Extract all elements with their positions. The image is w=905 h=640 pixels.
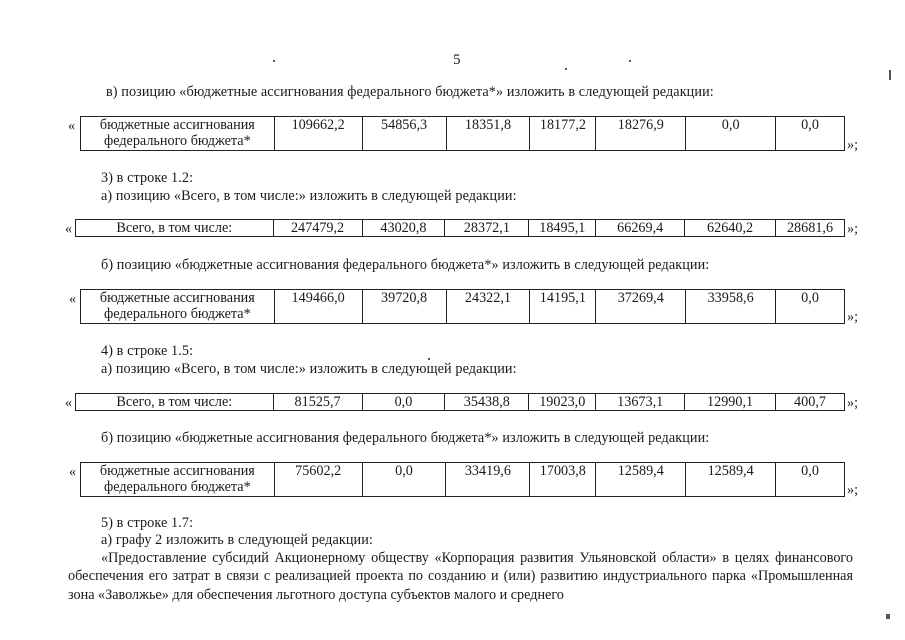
table-cell: 33958,6 — [686, 290, 776, 324]
section-5-heading: 5) в строке 1.7: — [101, 515, 194, 531]
budget-table-2 — [80, 289, 845, 324]
table-cell: 12990,1 — [685, 394, 776, 411]
table-cell: 18495,1 — [529, 220, 596, 237]
row-label — [81, 290, 275, 324]
scan-speck — [428, 358, 430, 360]
table-cell: 28681,6 — [776, 220, 845, 237]
table-cell: 28372,1 — [445, 220, 529, 237]
table-row — [81, 463, 845, 497]
table-cell: 0,0 — [776, 117, 845, 151]
close-quote: »; — [847, 395, 859, 411]
table-cell: 12589,4 — [686, 463, 776, 497]
scan-mark — [889, 70, 891, 80]
table-cell: 12589,4 — [596, 463, 686, 497]
table-cell: 18351,8 — [446, 117, 530, 151]
page-number: 5 — [453, 52, 461, 68]
row-label: Всего, в том числе: — [76, 394, 274, 411]
section-4a: а) позицию «Всего, в том числе:» изложить в следующей редакции: — [101, 361, 517, 377]
scan-mark — [886, 614, 890, 619]
close-quote: »; — [847, 309, 859, 325]
table-cell: 0,0 — [362, 394, 445, 411]
total-table-1 — [75, 219, 845, 237]
table-row — [81, 117, 845, 151]
section-3b: б) позицию «бюджетные ассигнования федерального бюджета*» изложить в следующей редакции: — [101, 257, 710, 273]
open-quote: « — [65, 395, 73, 411]
budget-table-3 — [80, 462, 845, 497]
table-cell: 14195,1 — [530, 290, 596, 324]
table-row — [76, 394, 845, 411]
table-cell: 37269,4 — [596, 290, 686, 324]
row-label — [81, 463, 275, 497]
table-cell: 66269,4 — [596, 220, 685, 237]
table-cell: 0,0 — [362, 463, 446, 497]
open-quote: « — [65, 221, 73, 237]
table-cell: 39720,8 — [362, 290, 446, 324]
budget-table-1 — [80, 116, 845, 151]
table-cell: 54856,3 — [362, 117, 446, 151]
table-cell: 109662,2 — [274, 117, 362, 151]
table-cell: 0,0 — [776, 463, 845, 497]
section-4-heading: 4) в строке 1.5: — [101, 343, 194, 359]
row-label: Всего, в том числе: — [76, 220, 274, 237]
table-row — [76, 220, 845, 237]
table-cell: 400,7 — [776, 394, 845, 411]
table-cell: 75602,2 — [274, 463, 362, 497]
section-4b: б) позицию «бюджетные ассигнования федерального бюджета*» изложить в следующей редакции: — [101, 430, 710, 446]
table-cell: 19023,0 — [529, 394, 596, 411]
open-quote: « — [68, 118, 76, 134]
close-quote: »; — [847, 137, 859, 153]
table-cell: 149466,0 — [274, 290, 362, 324]
open-quote: « — [69, 291, 77, 307]
scan-speck — [565, 68, 567, 70]
scan-speck — [273, 60, 275, 62]
table-cell: 18177,2 — [530, 117, 596, 151]
table-cell: 13673,1 — [596, 394, 685, 411]
row-label-line-1: бюджетные ассигнования — [99, 117, 255, 133]
section-3-heading: 3) в строке 1.2: — [101, 170, 194, 186]
table-cell: 81525,7 — [273, 394, 362, 411]
row-label-line-2: федерального бюджета* — [104, 479, 251, 495]
section-5-body-text: «Предоставление субсидий Акционерному обществу «Корпорация развития Ульяновской области» в целях финансового обеспечения его затрат в связи с реализацией проекта по созданию и (или) развитию индустриального парка «Промышленная зона «Заволжье» для обеспечения льготного доступа субъектов малого и среднего — [68, 550, 853, 603]
row-label-line-2: федерального бюджета* — [104, 306, 251, 322]
table-cell: 18276,9 — [596, 117, 686, 151]
scan-speck — [629, 60, 631, 62]
row-label — [81, 117, 275, 151]
row-label-line-2: федерального бюджета* — [104, 133, 251, 149]
table-cell: 43020,8 — [362, 220, 445, 237]
table-cell: 247479,2 — [273, 220, 362, 237]
table-cell: 0,0 — [686, 117, 776, 151]
table-cell: 62640,2 — [685, 220, 776, 237]
row-label-line-1: бюджетные ассигнования — [99, 463, 255, 479]
row-label-line-1: бюджетные ассигнования — [99, 290, 255, 306]
section-3a: а) позицию «Всего, в том числе:» изложить в следующей редакции: — [101, 188, 517, 204]
close-quote: »; — [847, 221, 859, 237]
section-5a: а) графу 2 изложить в следующей редакции: — [101, 532, 373, 548]
paragraph-v-intro: в) позицию «бюджетные ассигнования федерального бюджета*» изложить в следующей редакции: — [106, 84, 714, 100]
table-cell: 0,0 — [776, 290, 845, 324]
table-cell: 33419,6 — [446, 463, 530, 497]
table-cell: 35438,8 — [445, 394, 529, 411]
table-row — [81, 290, 845, 324]
table-cell: 17003,8 — [530, 463, 596, 497]
total-table-2 — [75, 393, 845, 411]
open-quote: « — [69, 464, 77, 480]
table-cell: 24322,1 — [446, 290, 530, 324]
close-quote: »; — [847, 482, 859, 498]
